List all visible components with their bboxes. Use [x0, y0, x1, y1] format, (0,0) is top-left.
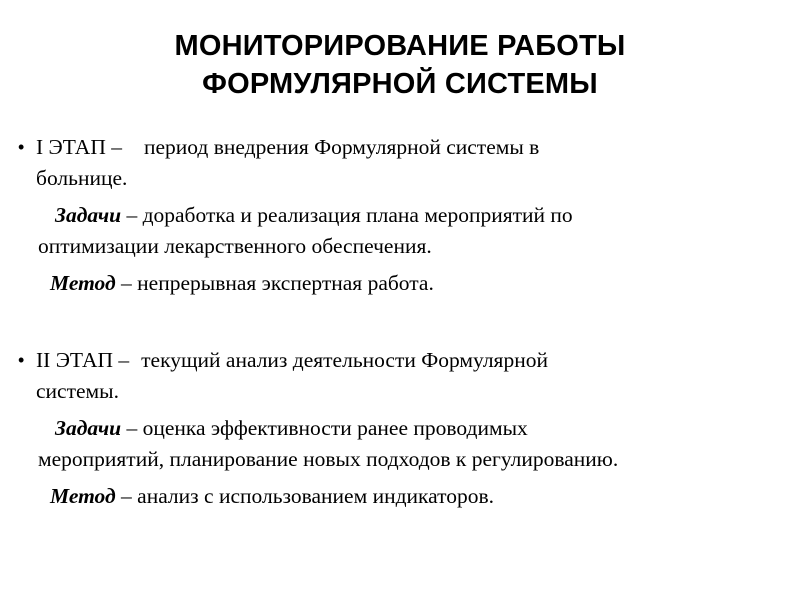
- stage-1-heading: [18, 132, 778, 194]
- stage-2-heading: [18, 345, 778, 407]
- stage-2-tasks-term: Задачи: [55, 416, 122, 440]
- stage-1: [18, 132, 778, 299]
- stage-1-method-term: Метод: [50, 271, 116, 295]
- stage-2: [18, 345, 778, 512]
- stage-1-method: [18, 268, 778, 299]
- stage-2-description-line-1: текущий анализ деятельности Формулярной: [141, 348, 548, 372]
- stage-1-tasks-line-2: оптимизации лекарственного обеспечения.: [38, 234, 432, 258]
- stage-1-description-line-1: период внедрения Формулярной системы в: [143, 135, 540, 159]
- stage-1-description-line-2: больнице.: [36, 166, 128, 190]
- stage-1-tasks-term: Задачи: [55, 203, 122, 227]
- stage-2-tasks-line-2: мероприятий, планирование новых подходов к регулированию.: [38, 447, 619, 471]
- stage-2-description-line-2: системы.: [36, 379, 119, 403]
- stage-2-method: [18, 481, 778, 512]
- stage-2-tasks: [18, 413, 778, 475]
- title-line-2: ФОРМУЛЯРНОЙ СИСТЕМЫ: [202, 68, 598, 100]
- stage-2-method-text: – анализ с использованием индикаторов.: [115, 484, 495, 508]
- title-line-1: МОНИТОРИРОВАНИЕ РАБОТЫ: [174, 30, 626, 62]
- bullet-icon: •: [18, 350, 25, 370]
- stage-2-method-term: Метод: [50, 484, 116, 508]
- stage-2-label: II ЭТАП –: [36, 348, 130, 372]
- stage-2-tasks-line-1: – оценка эффективности ранее проводимых: [121, 416, 528, 440]
- stage-1-label: I ЭТАП –: [36, 135, 122, 159]
- bullet-icon: •: [18, 137, 25, 157]
- stage-1-tasks-line-1: – доработка и реализация плана мероприятий по: [121, 203, 573, 227]
- stage-1-method-text: – непрерывная экспертная работа.: [115, 271, 434, 295]
- stage-1-tasks: [18, 200, 778, 262]
